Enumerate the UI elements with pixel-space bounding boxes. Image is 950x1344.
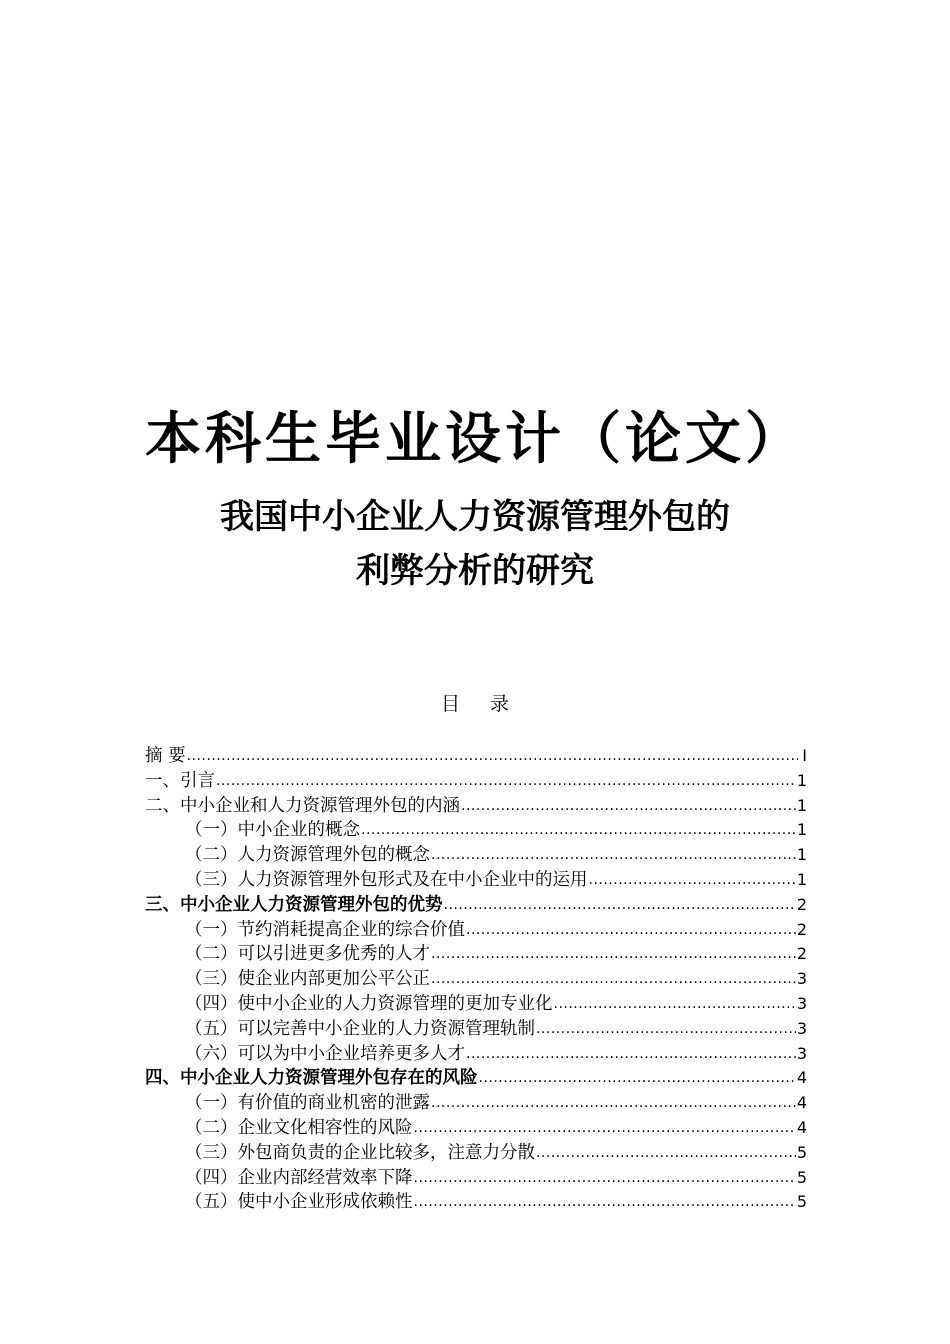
toc-page-number: 2 — [796, 919, 807, 939]
toc-page-number: 3 — [796, 1018, 807, 1038]
toc-dot-leader — [431, 843, 796, 868]
toc-page-number: 3 — [796, 969, 807, 989]
toc-entry-text: 四、中小企业人力资源管理外包存在的风险 — [145, 1068, 478, 1089]
toc-entry-text: （三）使企业内部更加公平公正 — [185, 969, 430, 990]
toc-page-number: 1 — [796, 845, 807, 865]
toc-entry-text: （二）可以引进更多优秀的人才 — [185, 944, 430, 965]
toc-dot-leader — [554, 992, 796, 1017]
toc-page-number: 5 — [796, 1167, 807, 1187]
toc-dot-leader — [431, 942, 796, 967]
toc-entry-text: （四）使中小企业的人力资源管理的更加专业化 — [185, 993, 553, 1014]
toc-page-number: 1 — [796, 770, 807, 790]
toc-page-number: 4 — [796, 1093, 807, 1113]
toc-page-number: 3 — [796, 1043, 807, 1063]
toc-dot-leader — [431, 1091, 796, 1116]
toc-page-number: 5 — [796, 1192, 807, 1212]
toc-entry-2-2[interactable] — [145, 843, 807, 868]
toc-entry-text: 一、引言 — [145, 770, 215, 791]
toc-entry-4-2[interactable] — [145, 1116, 807, 1141]
toc-page-number: 1 — [796, 869, 807, 889]
toc-entry-4-5[interactable] — [145, 1190, 807, 1215]
toc-dot-leader — [589, 868, 796, 893]
toc-dot-leader — [414, 1166, 796, 1191]
toc-entry-2-1[interactable] — [145, 818, 807, 843]
toc-dot-leader — [216, 769, 796, 794]
toc-entry-section-2[interactable] — [145, 794, 807, 819]
toc-dot-leader — [444, 893, 796, 918]
toc-entry-text: （三）人力资源管理外包形式及在中小企业中的运用 — [185, 869, 588, 890]
toc-entry-text: 三、中小企业人力资源管理外包的优势 — [145, 894, 443, 915]
toc-entry-text: （一）中小企业的概念 — [185, 820, 360, 841]
thesis-subtitle-line-1: 我国中小企业人力资源管理外包的 — [220, 497, 730, 537]
toc-page-number: 1 — [796, 820, 807, 840]
toc-entry-text: （四）企业内部经营效率下降 — [185, 1167, 413, 1188]
toc-page-number: 4 — [796, 1117, 807, 1137]
toc-dot-leader — [479, 1066, 796, 1091]
toc-entry-4-3[interactable] — [145, 1141, 807, 1166]
thesis-subtitle-line-2: 利弊分析的研究 — [356, 551, 594, 591]
toc-page-number: 2 — [796, 894, 807, 914]
toc-entry-text: （二）企业文化相容性的风险 — [185, 1117, 413, 1138]
toc-entry-text: （三）外包商负责的企业比较多，注意力分散 — [185, 1142, 535, 1163]
toc-entry-3-4[interactable] — [145, 992, 807, 1017]
toc-entry-text: （二）人力资源管理外包的概念 — [185, 845, 430, 866]
table-of-contents — [145, 744, 807, 1215]
toc-dot-leader — [414, 1116, 796, 1141]
toc-entry-text: （五）可以完善中小企业的人力资源管理轨制 — [185, 1018, 535, 1039]
toc-entry-section-3[interactable] — [145, 893, 807, 918]
toc-page-number: 3 — [796, 993, 807, 1013]
toc-dot-leader — [536, 1141, 796, 1166]
toc-dot-leader — [414, 1190, 796, 1215]
toc-dot-leader — [361, 818, 796, 843]
toc-heading: 目 录 — [440, 693, 522, 715]
toc-entry-4-1[interactable] — [145, 1091, 807, 1116]
toc-entry-section-1[interactable] — [145, 769, 807, 794]
toc-dot-leader — [466, 918, 796, 943]
toc-dot-leader — [466, 1042, 796, 1067]
toc-entry-3-2[interactable] — [145, 942, 807, 967]
toc-entry-abstract[interactable] — [145, 744, 807, 769]
toc-entry-3-1[interactable] — [145, 918, 807, 943]
toc-page-number: 2 — [796, 944, 807, 964]
toc-entry-text: （一）节约消耗提高企业的综合价值 — [185, 919, 465, 940]
toc-dot-leader — [461, 794, 796, 819]
toc-entry-2-3[interactable] — [145, 868, 807, 893]
document-title: 本科生毕业设计（论文） — [145, 406, 805, 472]
toc-entry-3-6[interactable] — [145, 1042, 807, 1067]
toc-entry-3-5[interactable] — [145, 1017, 807, 1042]
toc-page-number: 4 — [796, 1068, 807, 1088]
toc-entry-text: 摘 要 — [145, 746, 186, 766]
toc-entry-text: （一）有价值的商业机密的泄露 — [185, 1093, 430, 1114]
toc-dot-leader — [536, 1017, 796, 1042]
toc-entry-section-4[interactable] — [145, 1066, 807, 1091]
toc-entry-text: 二、中小企业和人力资源管理外包的内涵 — [145, 795, 460, 816]
toc-dot-leader — [187, 744, 798, 769]
toc-entry-text: （六）可以为中小企业培养更多人才 — [185, 1043, 465, 1064]
toc-entry-text: （五）使中小企业形成依赖性 — [185, 1192, 413, 1213]
toc-page-number: 5 — [796, 1142, 807, 1162]
toc-entry-3-3[interactable] — [145, 967, 807, 992]
toc-page-number: I — [802, 746, 807, 765]
toc-entry-4-4[interactable] — [145, 1166, 807, 1191]
toc-dot-leader — [431, 967, 796, 992]
toc-page-number: 1 — [796, 795, 807, 815]
